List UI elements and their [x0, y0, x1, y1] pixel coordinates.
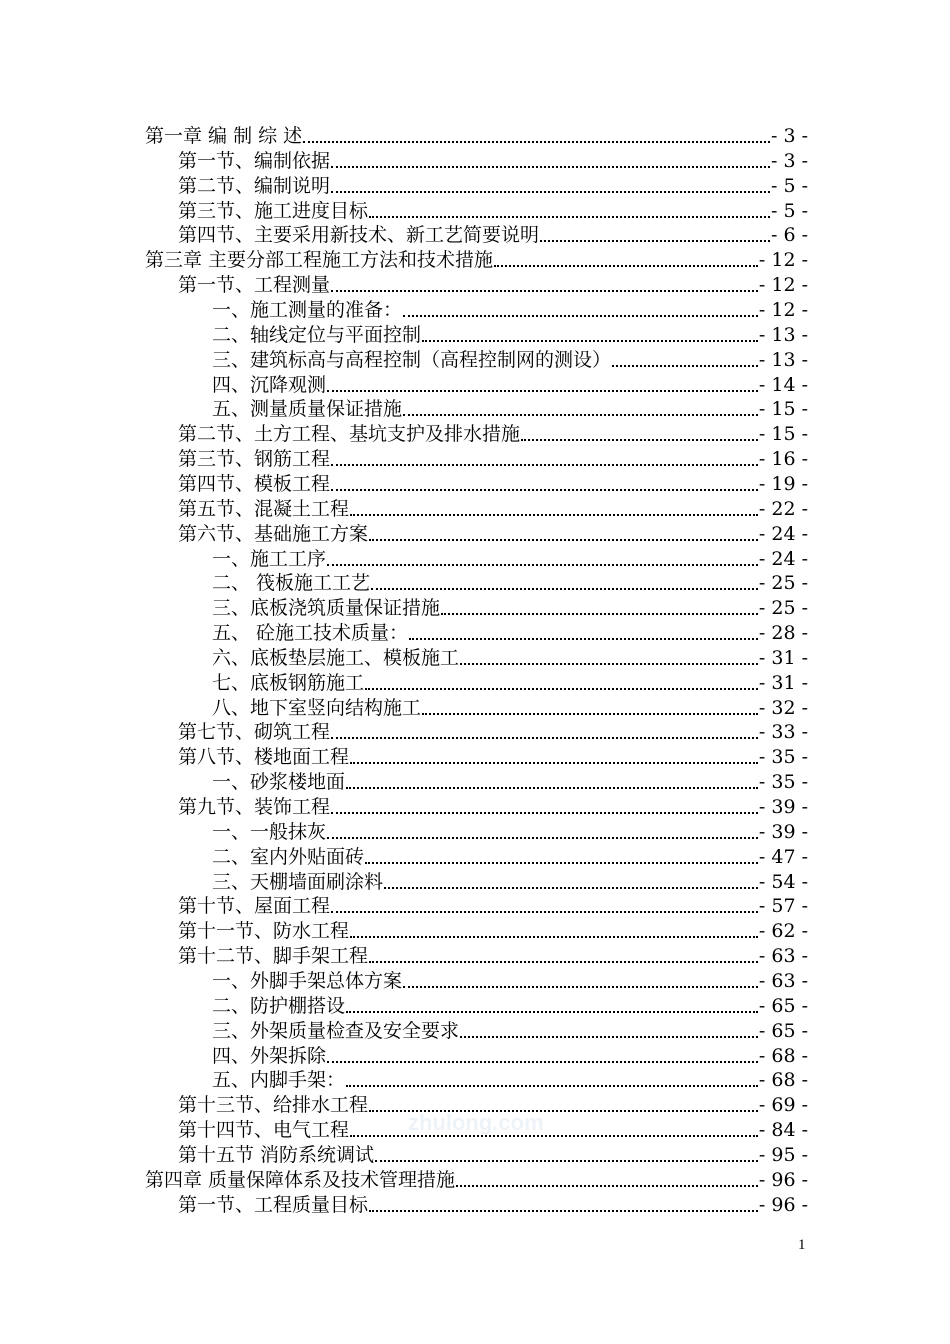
- toc-entry-title: 第三节、施工进度目标: [178, 199, 369, 222]
- toc-dot-leader: [521, 439, 758, 441]
- toc-entry-title: 第一节、工程质量目标: [178, 1193, 369, 1216]
- toc-entry-title: 一、施工测量的准备：: [212, 299, 403, 321]
- toc-entry-title: 第四节、模板工程: [178, 472, 331, 495]
- toc-entry-title: 第十五节 消防系统调试: [178, 1143, 375, 1166]
- toc-entry[interactable]: [178, 919, 808, 944]
- toc-entry-page: - 16 -: [758, 448, 808, 471]
- toc-dot-leader: [540, 240, 770, 242]
- toc-entry-page: - 63 -: [758, 969, 808, 992]
- toc-entry-page: - 62 -: [758, 920, 808, 943]
- toc-dot-leader: [327, 564, 758, 566]
- toc-entry-title: 四、外架拆除: [212, 1044, 327, 1067]
- toc-entry-page: - 54 -: [758, 870, 808, 893]
- toc-entry-page: - 24 -: [758, 547, 808, 570]
- toc-dot-leader: [365, 688, 758, 690]
- toc-entry[interactable]: [178, 894, 808, 919]
- toc-entry-title: 第十三节、给排水工程: [178, 1094, 369, 1117]
- toc-entry[interactable]: [178, 944, 808, 969]
- toc-entry[interactable]: [178, 522, 808, 547]
- toc-entry-page: - 19 -: [758, 472, 808, 495]
- toc-entry-page: - 15 -: [758, 398, 808, 421]
- toc-dot-leader: [365, 862, 758, 864]
- toc-entry-title: 四、沉降观测: [212, 373, 327, 396]
- toc-entry-page: - 12 -: [758, 249, 808, 272]
- toc-dot-leader: [303, 141, 770, 143]
- toc-entry-page: - 15 -: [758, 423, 808, 446]
- toc-entry-page: - 68 -: [758, 1069, 808, 1092]
- toc-dot-leader: [422, 340, 758, 342]
- toc-entry-title: 第一节、工程测量: [178, 274, 331, 297]
- toc-entry-page: - 5 -: [770, 174, 808, 197]
- toc-dot-leader: [375, 1160, 758, 1162]
- toc-entry[interactable]: [178, 745, 808, 770]
- toc-entry[interactable]: [212, 1019, 808, 1044]
- toc-entry-page: - 31 -: [758, 671, 808, 694]
- toc-entry-page: - 13 -: [758, 348, 808, 371]
- toc-entry[interactable]: [178, 174, 808, 199]
- toc-entry-title: 第七节、砌筑工程: [178, 721, 331, 744]
- toc-dot-leader: [369, 216, 770, 218]
- toc-entry-title: 三、底板浇筑质量保证措施: [212, 597, 441, 620]
- toc-entry[interactable]: [212, 671, 808, 696]
- toc-entry[interactable]: [178, 447, 808, 472]
- toc-entry-title: 五、内脚手架：: [212, 1069, 346, 1092]
- toc-entry-title: 第二节、编制说明: [178, 174, 331, 197]
- toc-entry[interactable]: [212, 571, 808, 596]
- page-number: 1: [798, 1237, 806, 1253]
- toc-dot-leader: [331, 911, 758, 913]
- toc-entry[interactable]: [212, 994, 808, 1019]
- toc-dot-leader: [494, 265, 758, 267]
- toc-entry-page: - 65 -: [758, 994, 808, 1017]
- toc-entry-title: 第三节、钢筋工程: [178, 448, 331, 471]
- toc-dot-leader: [331, 812, 758, 814]
- toc-entry[interactable]: [212, 547, 808, 572]
- toc-dot-leader: [350, 514, 758, 516]
- toc-entry-page: - 25 -: [758, 572, 808, 595]
- toc-entry-page: - 12 -: [758, 274, 808, 297]
- toc-dot-leader: [422, 713, 758, 715]
- toc-entry-page: - 57 -: [758, 895, 808, 918]
- toc-entry[interactable]: [145, 1168, 808, 1193]
- toc-entry[interactable]: [212, 373, 808, 398]
- toc-dot-leader: [346, 1085, 758, 1087]
- toc-dot-leader: [441, 613, 758, 615]
- toc-dot-leader: [369, 539, 758, 541]
- toc-entry[interactable]: [178, 472, 808, 497]
- toc-entry-page: - 22 -: [758, 497, 808, 520]
- toc-entry-page: - 39 -: [758, 796, 808, 818]
- toc-entry-page: - 12 -: [758, 299, 808, 321]
- toc-dot-leader: [331, 489, 758, 491]
- toc-entry-page: - 25 -: [758, 597, 808, 620]
- toc-dot-leader: [384, 887, 758, 889]
- toc-entry[interactable]: [178, 1143, 808, 1168]
- toc-entry[interactable]: [178, 273, 808, 298]
- toc-entry[interactable]: [178, 223, 808, 248]
- toc-entry-title: 八、地下室竖向结构施工: [212, 696, 422, 719]
- toc-entry-page: - 32 -: [758, 696, 808, 719]
- toc-dot-leader: [331, 191, 770, 193]
- toc-entry[interactable]: [212, 596, 808, 621]
- toc-entry-title: 第一章 编 制 综 述: [145, 125, 303, 147]
- toc-entry-title: 三、外架质量检查及安全要求: [212, 1019, 460, 1042]
- toc-entry-title: 第八节、楼地面工程: [178, 746, 350, 769]
- toc-dot-leader: [456, 1185, 758, 1187]
- toc-dot-leader: [331, 166, 770, 168]
- toc-entry-page: - 35 -: [758, 746, 808, 769]
- toc-entry-title: 二、轴线定位与平面控制: [212, 323, 422, 346]
- watermark: zhulong.com: [408, 1110, 544, 1135]
- toc-entry-title: 一、一般抹灰: [212, 820, 327, 843]
- toc-entry-title: 五、测量质量保证措施: [212, 398, 403, 421]
- toc-entry[interactable]: [212, 969, 808, 994]
- toc-entry[interactable]: [212, 348, 808, 373]
- toc-entry-title: 第二节、土方工程、基坑支护及排水措施: [178, 423, 521, 446]
- toc-entry-title: 第十一节、防水工程: [178, 920, 350, 943]
- toc-entry-page: - 35 -: [758, 771, 808, 794]
- toc-dot-leader: [346, 787, 758, 789]
- toc-entry-page: - 13 -: [758, 323, 808, 346]
- toc-entry[interactable]: [212, 870, 808, 895]
- toc-entry[interactable]: [212, 323, 808, 348]
- toc-entry[interactable]: [212, 696, 808, 721]
- toc-entry[interactable]: [212, 298, 808, 323]
- toc-entry-page: - 14 -: [758, 373, 808, 396]
- toc-entry-title: 第十二节、脚手架工程: [178, 945, 369, 968]
- toc-dot-leader: [612, 365, 758, 367]
- toc-entry-page: - 31 -: [758, 646, 808, 669]
- toc-dot-leader: [350, 762, 758, 764]
- toc-entry-title: 第九节、装饰工程: [178, 796, 331, 818]
- toc-entry[interactable]: [212, 770, 808, 795]
- toc-dot-leader: [350, 936, 758, 938]
- toc-entry-page: - 63 -: [758, 945, 808, 968]
- toc-dot-leader: [331, 290, 758, 292]
- toc-dot-leader: [403, 414, 758, 416]
- toc-entry-page: - 65 -: [758, 1019, 808, 1042]
- toc-entry[interactable]: [212, 1068, 808, 1093]
- toc-entry-page: - 68 -: [758, 1044, 808, 1067]
- toc-dot-leader: [327, 1061, 758, 1063]
- toc-dot-leader: [403, 315, 758, 317]
- toc-entry-title: 二、防护棚搭设: [212, 994, 346, 1017]
- toc-dot-leader: [371, 588, 758, 590]
- toc-entry[interactable]: [145, 248, 808, 273]
- toc-entry-title: 第一节、编制依据: [178, 149, 331, 172]
- toc-entry[interactable]: [178, 497, 808, 522]
- toc-entry-title: 三、建筑标高与高程控制（高程控制网的测设）: [212, 348, 612, 371]
- toc-dot-leader: [331, 464, 758, 466]
- toc-entry[interactable]: [212, 1044, 808, 1069]
- toc-entry[interactable]: [212, 845, 808, 870]
- toc-entry-title: 第六节、基础施工方案: [178, 522, 369, 545]
- toc-entry-page: - 95 -: [758, 1143, 808, 1166]
- toc-entry-title: 第四章 质量保障体系及技术管理措施: [145, 1168, 456, 1191]
- toc-entry-page: - 47 -: [758, 845, 808, 868]
- toc-entry-title: 二、室内外贴面砖: [212, 845, 365, 868]
- toc-entry-title: 第五节、混凝土工程: [178, 497, 350, 520]
- toc-entry[interactable]: [212, 397, 808, 422]
- toc-entry-page: - 84 -: [758, 1119, 808, 1141]
- toc-dot-leader: [369, 961, 758, 963]
- toc-entry-page: - 3 -: [770, 149, 808, 172]
- toc-entry[interactable]: [212, 621, 808, 646]
- toc-dot-leader: [460, 1036, 758, 1038]
- toc-entry[interactable]: [178, 149, 808, 174]
- toc-entry[interactable]: [145, 124, 808, 149]
- toc-dot-leader: [331, 737, 758, 739]
- toc-entry[interactable]: [178, 795, 808, 820]
- toc-entry-title: 第四节、主要采用新技术、新工艺简要说明: [178, 224, 540, 247]
- toc-entry-title: 七、底板钢筋施工: [212, 671, 365, 694]
- toc-entry-page: - 33 -: [758, 721, 808, 744]
- toc-entry-title: 三、天棚墙面刷涂料: [212, 870, 384, 893]
- toc-entry-title: 一、施工工序: [212, 547, 327, 570]
- toc-entry-title: 第十四节、电气工程: [178, 1119, 350, 1141]
- toc-entry-title: 第十节、屋面工程: [178, 895, 331, 918]
- toc-entry-page: - 6 -: [770, 224, 808, 247]
- toc-entry-title: 一、外脚手架总体方案: [212, 969, 403, 992]
- toc-dot-leader: [327, 390, 758, 392]
- toc-entry-title: 第三章 主要分部工程施工方法和技术措施: [145, 249, 494, 272]
- toc-entry[interactable]: [178, 720, 808, 745]
- toc-dot-leader: [403, 986, 758, 988]
- toc-entry[interactable]: [212, 646, 808, 671]
- toc-entry-title: 五、 砼施工技术质量：: [212, 622, 409, 644]
- toc-entry[interactable]: [178, 1193, 808, 1218]
- toc-entry-page: - 28 -: [758, 622, 808, 644]
- toc-entry-page: - 24 -: [758, 522, 808, 545]
- toc-dot-leader: [460, 663, 758, 665]
- toc-entry-page: - 96 -: [758, 1193, 808, 1216]
- toc-entry-title: 六、底板垫层施工、模板施工: [212, 646, 460, 669]
- toc-entry-page: - 3 -: [770, 125, 808, 147]
- toc-entry-page: - 96 -: [758, 1168, 808, 1191]
- toc-entry-title: 二、 筏板施工工艺: [212, 572, 371, 595]
- toc-dot-leader: [346, 1011, 758, 1013]
- toc-entry-page: - 69 -: [758, 1094, 808, 1117]
- toc-dot-leader: [369, 1210, 758, 1212]
- toc-entry-page: - 39 -: [758, 820, 808, 843]
- toc-entry-page: - 5 -: [770, 199, 808, 222]
- toc-entry[interactable]: [212, 820, 808, 845]
- toc-entry[interactable]: [178, 422, 808, 447]
- toc-entry[interactable]: [178, 199, 808, 224]
- toc-dot-leader: [409, 638, 758, 640]
- toc-entry-title: 一、砂浆楼地面: [212, 771, 346, 794]
- toc-dot-leader: [327, 837, 758, 839]
